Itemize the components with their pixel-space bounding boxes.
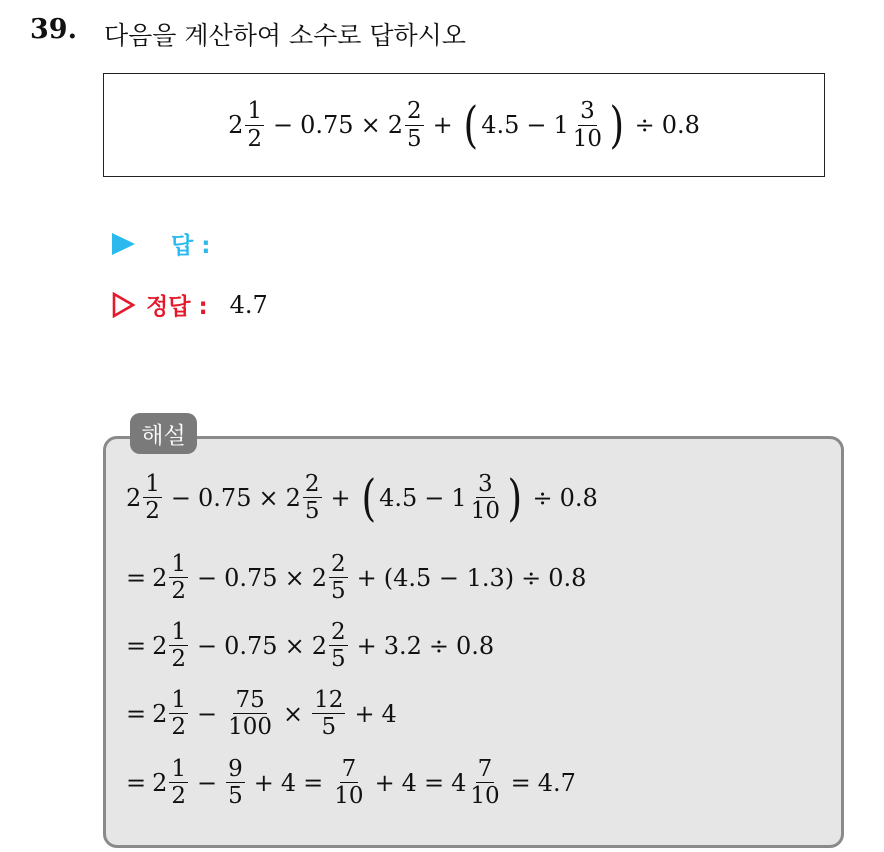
whole-part: 2 — [387, 111, 403, 139]
fraction: $\frac{9}{5}$ — [228, 756, 243, 810]
final-result: 4.7 — [537, 768, 576, 797]
fraction: $\frac{12}{5}$ — [314, 687, 344, 741]
solution-line-4: = 2 $\frac{1}{2}$ − $\frac{75}{100}$ × $\frac{12}{5}$ + 4 — [126, 687, 397, 741]
question-instruction: 다음을 계산하여 소수로 답하시오 — [104, 21, 466, 50]
fraction: $\frac{2}{5}$ — [406, 98, 422, 152]
left-paren: ( — [463, 96, 478, 154]
fraction: $\frac{2}{5}$ — [330, 619, 346, 673]
fraction: $\frac{3}{10}$ — [470, 471, 500, 525]
decimal: 0.75 — [300, 111, 354, 139]
question-number: 39. — [30, 14, 77, 45]
fraction: $\frac{75}{100}$ — [228, 687, 273, 741]
fraction: $\frac{1}{2}$ — [171, 551, 187, 605]
correct-answer-row — [112, 288, 268, 321]
solution-line-1: 2 $\frac{1}{2}$ − 0.75 × 2 $\frac{2}{5}$ + ( 4.5 − 1 $\frac{3}{10}$ ) ÷ 0.8 — [126, 468, 598, 527]
correct-value: 4.7 — [229, 290, 268, 319]
fraction: $\frac{1}{2}$ — [145, 471, 160, 525]
whole-part: 2 — [228, 111, 244, 139]
correct-label: 정답 : — [146, 294, 208, 320]
play-triangle-icon — [112, 233, 135, 255]
whole-part: 1 — [553, 111, 569, 139]
solution-line-5: = 2 $\frac{1}{2}$ − $\frac{9}{5}$ + 4 = $\frac{7}{10}$ + 4 = 4 $\frac{7}{10}$ = 4.7 — [126, 756, 576, 810]
fraction: $\frac{1}{2}$ — [171, 619, 187, 673]
problem-box — [103, 73, 825, 177]
minus-sign: − — [273, 111, 294, 139]
fraction: $\frac{7}{10}$ — [470, 756, 500, 810]
fraction: $\frac{3}{10}$ — [572, 98, 603, 152]
decimal: 0.8 — [661, 111, 700, 139]
solution-line-3: = 2 $\frac{1}{2}$ − 0.75 × 2 $\frac{2}{5}$ + 3.2 ÷ 0.8 — [126, 619, 495, 673]
solution-tab: 해설 — [130, 413, 197, 454]
fraction: $\frac{2}{5}$ — [304, 471, 320, 525]
fraction: $\frac{2}{5}$ — [330, 551, 346, 605]
solution-line-2: = 2 $\frac{1}{2}$ − 0.75 × 2 $\frac{2}{5}$ + (4.5 − 1.3) ÷ 0.8 — [126, 551, 587, 605]
answer-row — [112, 227, 210, 260]
fraction: $\frac{7}{10}$ — [334, 756, 364, 810]
problem-expression — [228, 96, 700, 154]
outline-triangle-icon — [112, 292, 136, 318]
right-paren: ) — [609, 96, 625, 154]
plus-sign: + — [432, 111, 453, 139]
times-sign: × — [360, 111, 381, 139]
minus-sign: − — [526, 111, 547, 139]
fraction: $\frac{1}{2}$ — [171, 756, 187, 810]
answer-label: 답 : — [171, 233, 211, 259]
decimal: 4.5 — [481, 111, 520, 139]
fraction: $\frac{1}{2}$ — [247, 98, 263, 152]
divide-sign: ÷ — [634, 111, 655, 139]
fraction: $\frac{1}{2}$ — [171, 687, 187, 741]
